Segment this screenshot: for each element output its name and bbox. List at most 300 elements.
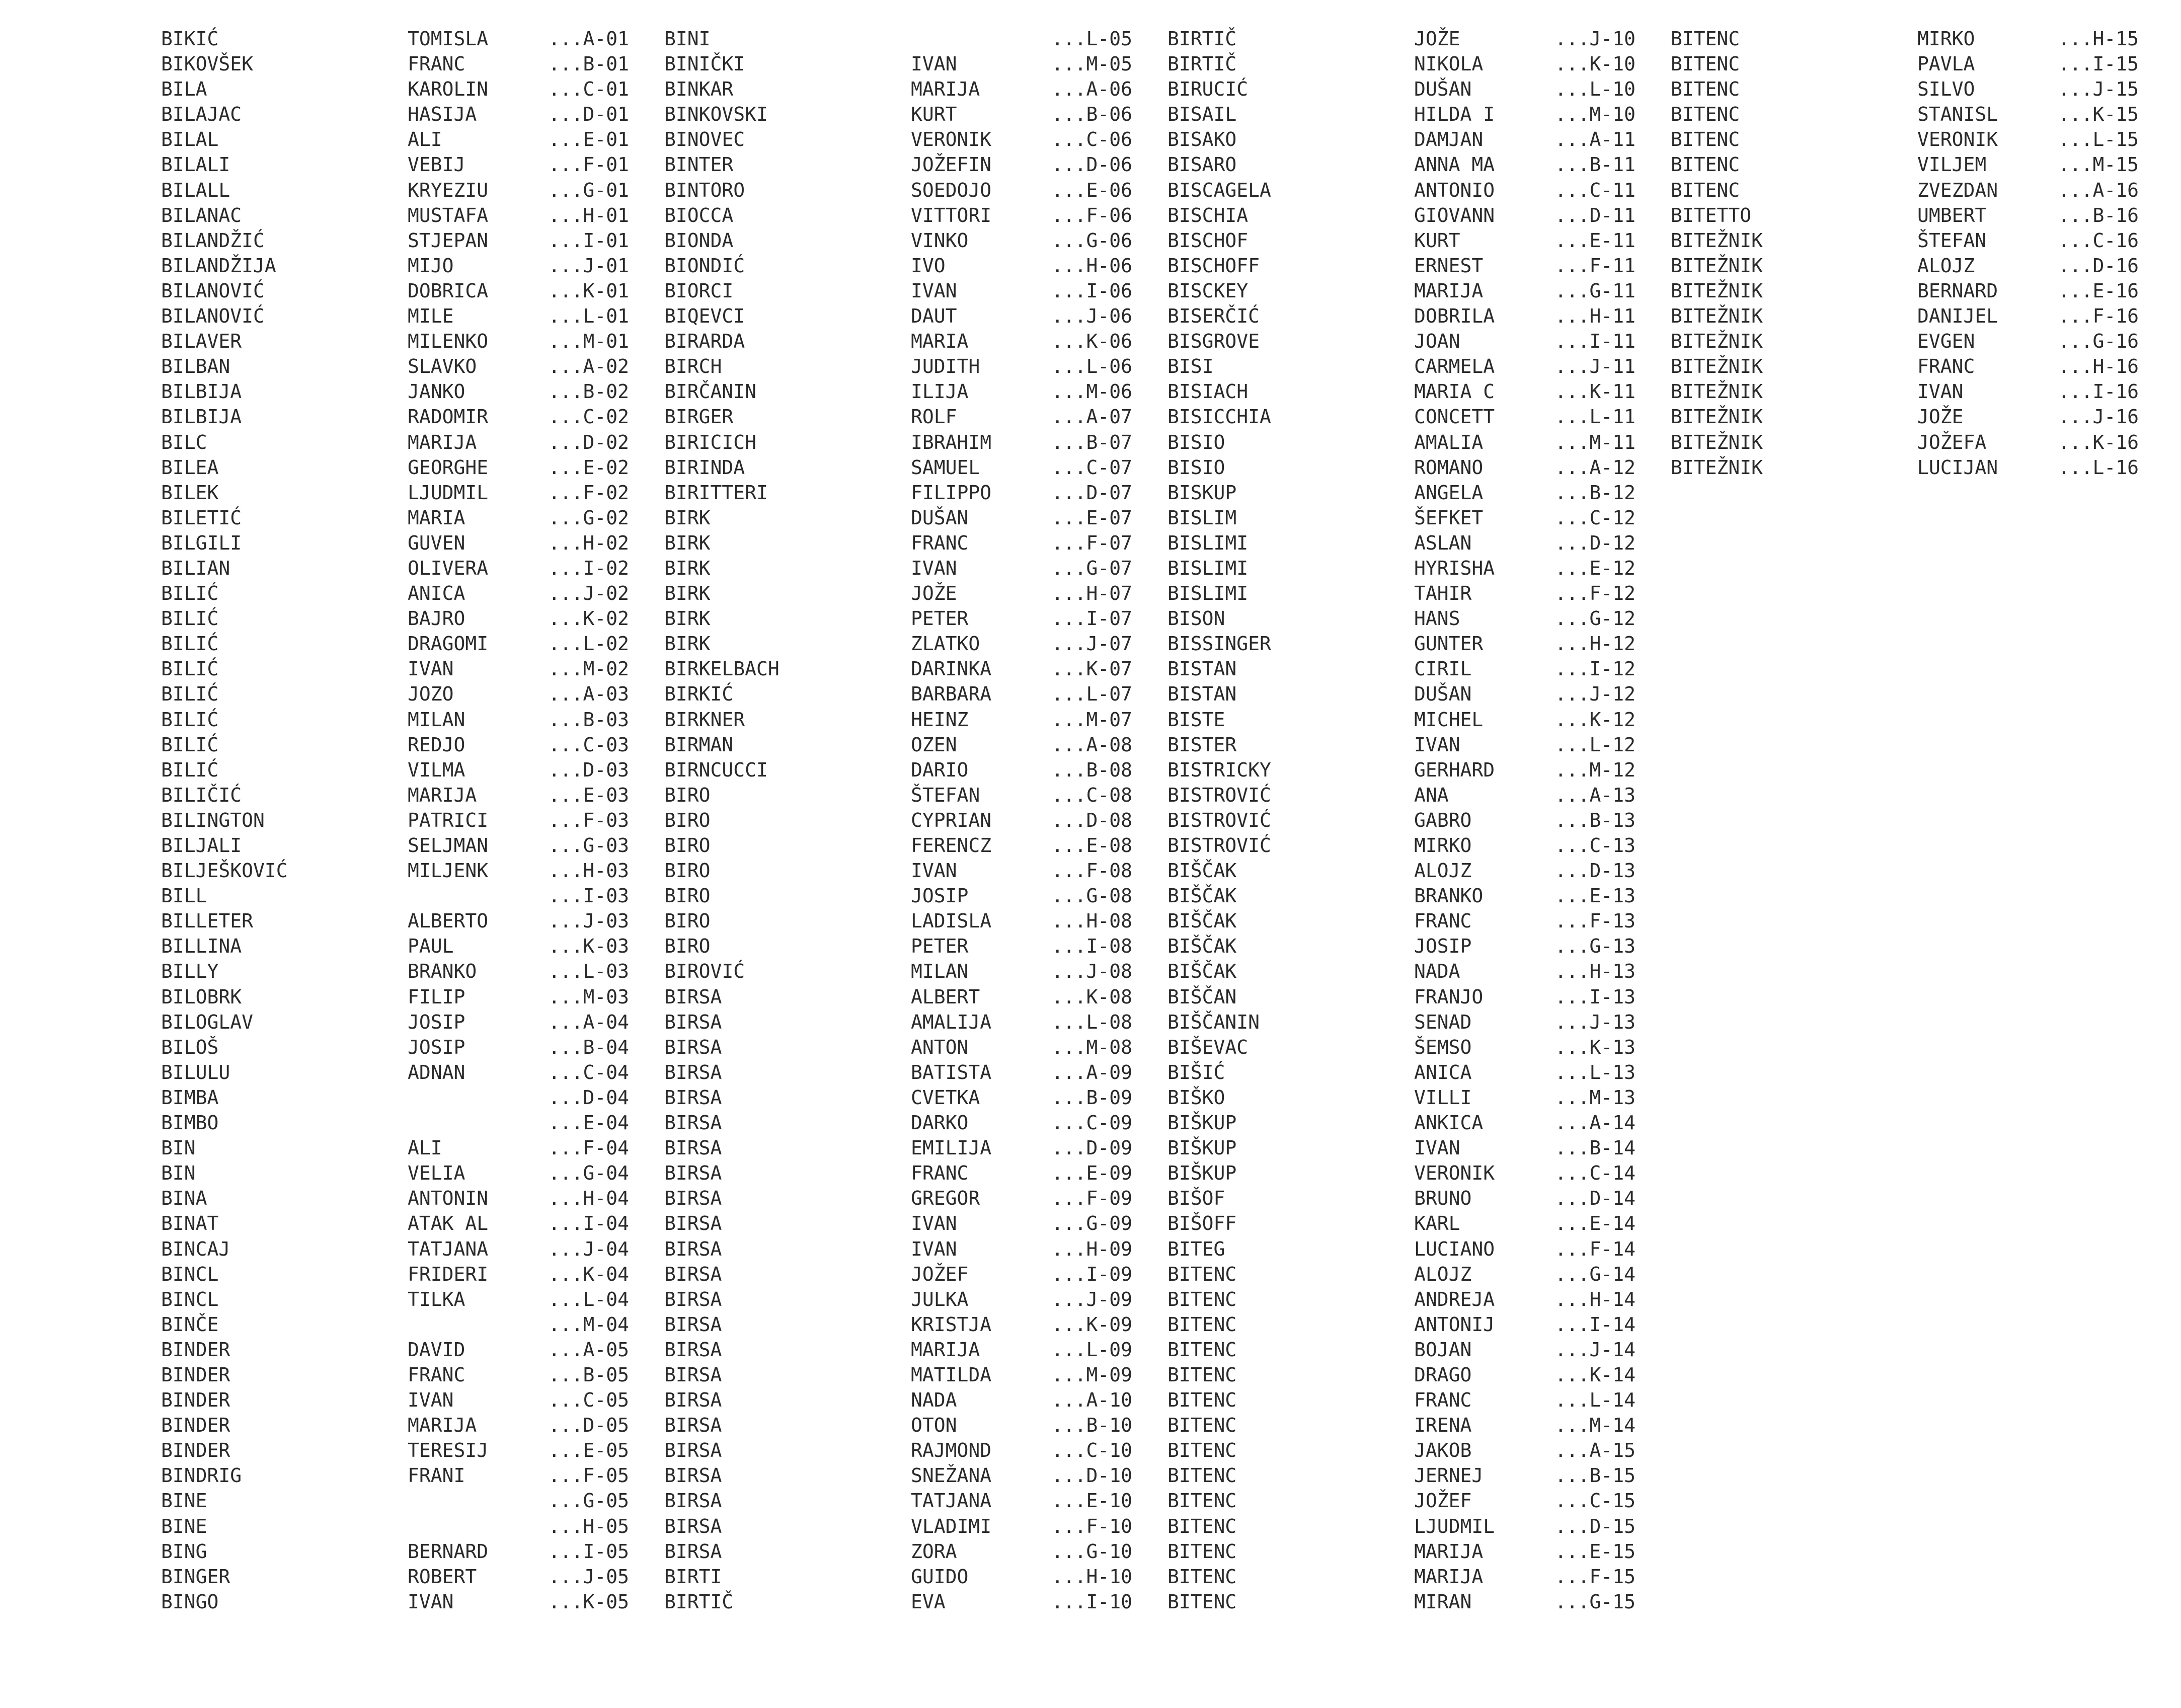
entry-code: ...A-02 — [548, 355, 629, 378]
entry-surname: BITETTO — [1671, 204, 1752, 226]
entry-given-name: DUŠAN — [1414, 78, 1472, 101]
entry-surname: BILIČIĆ — [161, 784, 242, 806]
entry-surname: BIRSA — [664, 1086, 722, 1109]
entry-given-name: PETER — [911, 935, 969, 958]
entry-given-name: LUCIANO — [1414, 1237, 1495, 1260]
entry-code: ...A-14 — [1554, 1112, 1635, 1134]
entry-given-name: MARIJA — [1414, 1565, 1484, 1588]
entry-code: ...M-12 — [1554, 758, 1635, 781]
entry-code: ...H-14 — [1554, 1288, 1635, 1310]
entry-code: ...B-03 — [548, 708, 629, 731]
entry-code: ...L-11 — [1554, 406, 1635, 428]
entry-given-name: LUCIJAN — [1917, 456, 1998, 479]
entry-surname: BILIĆ — [161, 758, 219, 781]
entry-surname: BIRMAN — [664, 733, 734, 756]
entry-code: ...B-02 — [548, 380, 629, 403]
entry-code: ...I-03 — [548, 885, 629, 907]
entry-surname: BISLIMI — [1167, 531, 1249, 554]
entry-code: ...A-05 — [548, 1338, 629, 1361]
entry-code: ...H-07 — [1051, 582, 1132, 605]
entry-surname: BITEŽNIK — [1671, 254, 1763, 277]
entry-code: ...K-08 — [1051, 985, 1132, 1008]
entry-surname: BILC — [161, 431, 207, 453]
entry-code: ...M-07 — [1051, 708, 1132, 731]
entry-given-name: VEBIJ — [408, 153, 465, 176]
entry-surname: BINCL — [161, 1263, 219, 1285]
entry-given-name: IVAN — [408, 1389, 454, 1412]
entry-given-name: MUSTAFA — [408, 204, 489, 226]
entry-surname: BILALI — [161, 153, 230, 176]
entry-surname: BINTER — [664, 153, 734, 176]
entry-code: ...D-05 — [548, 1414, 629, 1437]
entry-code: ...D-03 — [548, 758, 629, 781]
entry-given-name: BRUNO — [1414, 1187, 1472, 1210]
entry-code: ...D-09 — [1051, 1137, 1132, 1159]
entry-surname: BILULU — [161, 1061, 230, 1083]
entry-given-name: KARL — [1414, 1212, 1460, 1235]
entry-given-name: CONCETT — [1414, 406, 1495, 428]
entry-surname: BILINGTON — [161, 809, 265, 831]
entry-given-name: JOŽEF — [911, 1263, 969, 1285]
entry-surname: BILOŠ — [161, 1036, 219, 1058]
entry-given-name: MATILDA — [911, 1363, 992, 1386]
entry-code: ...B-11 — [1554, 153, 1635, 176]
entry-given-name: ŠEMSO — [1414, 1036, 1472, 1058]
entry-given-name: FRANC — [1414, 910, 1472, 933]
entry-given-name: BERNARD — [408, 1540, 489, 1563]
entry-code: ...I-04 — [548, 1212, 629, 1235]
entry-surname: BIRSA — [664, 1338, 722, 1361]
entry-surname: BIRSA — [664, 1036, 722, 1058]
entry-given-name: DAMJAN — [1414, 128, 1484, 151]
entry-code: ...I-14 — [1554, 1313, 1635, 1336]
entry-surname: BIRO — [664, 784, 711, 806]
entry-given-name: CIRIL — [1414, 658, 1472, 680]
entry-code: ...F-05 — [548, 1464, 629, 1487]
entry-code: ...A-08 — [1051, 733, 1132, 756]
entry-surname: BIRSA — [664, 1061, 722, 1083]
entry-code: ...B-14 — [1554, 1137, 1635, 1159]
entry-surname: BIŠKUP — [1167, 1112, 1237, 1134]
entry-given-name: MIJO — [408, 254, 454, 277]
entry-code: ...H-16 — [2058, 355, 2139, 378]
entry-given-name: OZEN — [911, 733, 957, 756]
entry-surname: BIŠČANIN — [1167, 1011, 1260, 1033]
entry-surname: BIOCCA — [664, 204, 734, 226]
entry-given-name: IVAN — [911, 53, 957, 75]
entry-surname: BINI — [664, 28, 711, 50]
entry-code: ...A-13 — [1554, 784, 1635, 806]
entry-given-name: VILMA — [408, 758, 465, 781]
entry-given-name: MARIA C — [1414, 380, 1495, 403]
entry-code: ...K-03 — [548, 935, 629, 958]
entry-given-name: LADISLA — [911, 910, 992, 933]
entry-given-name: TILKA — [408, 1288, 465, 1310]
entry-given-name: MARIJA — [1414, 279, 1484, 302]
entry-code: ...H-02 — [548, 531, 629, 554]
entry-surname: BIRK — [664, 582, 711, 605]
entry-surname: BISTROVIĆ — [1167, 809, 1271, 831]
entry-code: ...I-06 — [1051, 279, 1132, 302]
entry-given-name: ALOJZ — [1917, 254, 1975, 277]
entry-given-name: FERENCZ — [911, 834, 992, 857]
entry-code: ...A-01 — [548, 28, 629, 50]
entry-given-name: MILENKO — [408, 330, 489, 353]
entry-code: ...L-01 — [548, 305, 629, 328]
entry-surname: BITENC — [1167, 1389, 1237, 1412]
entry-given-name: ALOJZ — [1414, 860, 1472, 882]
entry-surname: BINKAR — [664, 78, 734, 101]
entry-code: ...F-16 — [2058, 305, 2139, 328]
entry-code: ...M-02 — [548, 658, 629, 680]
entry-surname: BISCHOFF — [1167, 254, 1260, 277]
entry-given-name: DARKO — [911, 1112, 969, 1134]
entry-surname: BIRČANIN — [664, 380, 757, 403]
entry-code: ...G-01 — [548, 179, 629, 201]
entry-given-name: GABRO — [1414, 809, 1472, 831]
entry-surname: BISTAN — [1167, 658, 1237, 680]
entry-code: ...B-05 — [548, 1363, 629, 1386]
entry-code: ...L-02 — [548, 633, 629, 655]
entry-surname: BIRSA — [664, 1137, 722, 1159]
entry-code: ...D-11 — [1554, 204, 1635, 226]
entry-code: ...B-06 — [1051, 103, 1132, 126]
entry-given-name: STANISL — [1917, 103, 1998, 126]
entry-given-name: RADOMIR — [408, 406, 489, 428]
entry-code: ...J-14 — [1554, 1338, 1635, 1361]
entry-code: ...L-10 — [1554, 78, 1635, 101]
entry-given-name: ALI — [408, 1137, 442, 1159]
entry-code: ...L-09 — [1051, 1338, 1132, 1361]
entry-surname: BILIĆ — [161, 633, 219, 655]
entry-surname: BISTROVIĆ — [1167, 784, 1271, 806]
entry-surname: BILGILI — [161, 531, 242, 554]
entry-code: ...K-06 — [1051, 330, 1132, 353]
entry-code: ...B-12 — [1554, 481, 1635, 504]
entry-code: ...I-16 — [2058, 380, 2139, 403]
entry-surname: BIRITTERI — [664, 481, 768, 504]
entry-given-name: IVAN — [408, 658, 454, 680]
entry-surname: BISI — [1167, 355, 1214, 378]
entry-surname: BIRSA — [664, 1313, 722, 1336]
entry-code: ...B-13 — [1554, 809, 1635, 831]
entry-surname: BILLY — [161, 960, 219, 983]
entry-code: ...I-10 — [1051, 1590, 1132, 1613]
entry-given-name: MARIA — [408, 506, 465, 529]
entry-surname: BINCAJ — [161, 1237, 230, 1260]
entry-surname: BITENC — [1671, 78, 1740, 101]
entry-code: ...I-12 — [1554, 658, 1635, 680]
entry-given-name: JOZO — [408, 683, 454, 706]
entry-code: ...A-10 — [1051, 1389, 1132, 1412]
entry-given-name: FILIPPO — [911, 481, 992, 504]
entry-code: ...K-16 — [2058, 431, 2139, 453]
entry-surname: BILJALI — [161, 834, 242, 857]
entry-surname: BIŠČAK — [1167, 885, 1237, 907]
entry-surname: BISAIL — [1167, 103, 1237, 126]
entry-code: ...G-04 — [548, 1162, 629, 1185]
entry-given-name: TATJANA — [911, 1490, 992, 1512]
entry-surname: BIRNCUCCI — [664, 758, 768, 781]
entry-code: ...C-05 — [548, 1389, 629, 1412]
entry-surname: BIMBA — [161, 1086, 219, 1109]
entry-code: ...D-07 — [1051, 481, 1132, 504]
entry-code: ...F-12 — [1554, 582, 1635, 605]
entry-given-name: ROMANO — [1414, 456, 1484, 479]
entry-given-name: SAMUEL — [911, 456, 980, 479]
entry-code: ...K-14 — [1554, 1363, 1635, 1386]
entry-code: ...L-13 — [1554, 1061, 1635, 1083]
entry-surname: BITENC — [1167, 1338, 1237, 1361]
entry-code: ...I-05 — [548, 1540, 629, 1563]
entry-surname: BING — [161, 1540, 207, 1563]
entry-code: ...B-07 — [1051, 431, 1132, 453]
entry-code: ...E-08 — [1051, 834, 1132, 857]
entry-given-name: EVA — [911, 1590, 946, 1613]
entry-code: ...F-02 — [548, 481, 629, 504]
entry-surname: BIRKNER — [664, 708, 745, 731]
entry-code: ...H-09 — [1051, 1237, 1132, 1260]
entry-surname: BIRO — [664, 885, 711, 907]
entry-given-name: DUŠAN — [1414, 683, 1472, 706]
entry-code: ...F-15 — [1554, 1565, 1635, 1588]
entry-code: ...K-01 — [548, 279, 629, 302]
entry-code: ...C-16 — [2058, 229, 2139, 252]
entry-surname: BITEŽNIK — [1671, 380, 1763, 403]
entry-surname: BITENC — [1167, 1464, 1237, 1487]
entry-given-name: DUŠAN — [911, 506, 969, 529]
entry-surname: BIRO — [664, 834, 711, 857]
entry-given-name: IVAN — [911, 1212, 957, 1235]
entry-given-name: ROLF — [911, 406, 957, 428]
entry-given-name: MARIJA — [408, 1414, 477, 1437]
entry-code: ...L-15 — [2058, 128, 2139, 151]
entry-given-name: ANTONIO — [1414, 179, 1495, 201]
entry-given-name: ZVEZDAN — [1917, 179, 1998, 201]
entry-surname: BITENC — [1167, 1414, 1237, 1437]
entry-given-name: ASLAN — [1414, 531, 1472, 554]
entry-surname: BIŠOFF — [1167, 1212, 1237, 1235]
entry-given-name: ANGELA — [1414, 481, 1484, 504]
entry-given-name: IVAN — [911, 557, 957, 579]
entry-code: ...C-12 — [1554, 506, 1635, 529]
entry-surname: BILANOVIĆ — [161, 279, 265, 302]
entry-surname: BISSINGER — [1167, 633, 1271, 655]
entry-given-name: PAVLA — [1917, 53, 1975, 75]
entry-code: ...F-08 — [1051, 860, 1132, 882]
entry-surname: BILA — [161, 78, 207, 101]
entry-given-name: BERNARD — [1917, 279, 1998, 302]
entry-given-name: IRENA — [1414, 1414, 1472, 1437]
entry-surname: BILIĆ — [161, 733, 219, 756]
entry-given-name: JOŽEFIN — [911, 153, 992, 176]
entry-surname: BINČE — [161, 1313, 219, 1336]
entry-code: ...E-14 — [1554, 1212, 1635, 1235]
entry-given-name: FRANC — [408, 53, 465, 75]
entry-given-name: FILIP — [408, 985, 465, 1008]
entry-code: ...J-10 — [1554, 28, 1635, 50]
entry-code: ...C-06 — [1051, 128, 1132, 151]
entry-given-name: GIOVANN — [1414, 204, 1495, 226]
entry-surname: BISARO — [1167, 153, 1237, 176]
entry-given-name: KURT — [1414, 229, 1460, 252]
entry-given-name: AMALIA — [1414, 431, 1484, 453]
entry-given-name: ŠTEFAN — [911, 784, 980, 806]
entry-given-name: ANICA — [408, 582, 465, 605]
entry-given-name: DRAGO — [1414, 1363, 1472, 1386]
entry-code: ...K-11 — [1554, 380, 1635, 403]
entry-code: ...J-12 — [1554, 683, 1635, 706]
entry-given-name: DRAGOMI — [408, 633, 489, 655]
entry-surname: BIRUCIĆ — [1167, 78, 1249, 101]
entry-surname: BILALL — [161, 179, 230, 201]
entry-code: ...G-16 — [2058, 330, 2139, 353]
entry-given-name: VERONIK — [911, 128, 992, 151]
entry-given-name: BATISTA — [911, 1061, 992, 1083]
entry-given-name: FRANC — [1917, 355, 1975, 378]
entry-given-name: BARBARA — [911, 683, 992, 706]
entry-surname: BIRK — [664, 557, 711, 579]
entry-surname: BILBAN — [161, 355, 230, 378]
entry-given-name: ANDREJA — [1414, 1288, 1495, 1310]
entry-surname: BIŠČAN — [1167, 985, 1237, 1008]
entry-code: ...A-03 — [548, 683, 629, 706]
entry-surname: BIRSA — [664, 1237, 722, 1260]
entry-code: ...F-04 — [548, 1137, 629, 1159]
entry-code: ...C-03 — [548, 733, 629, 756]
entry-given-name: ROBERT — [408, 1565, 477, 1588]
entry-code: ...D-16 — [2058, 254, 2139, 277]
entry-surname: BITENC — [1167, 1490, 1237, 1512]
entry-given-name: TAHIR — [1414, 582, 1472, 605]
entry-surname: BINKOVSKI — [664, 103, 768, 126]
entry-code: ...M-05 — [1051, 53, 1132, 75]
entry-code: ...J-11 — [1554, 355, 1635, 378]
entry-code: ...D-13 — [1554, 860, 1635, 882]
entry-given-name: HEINZ — [911, 708, 969, 731]
entry-given-name: ALBERTO — [408, 910, 489, 933]
entry-given-name: JOSIP — [1414, 935, 1472, 958]
entry-surname: BIRSA — [664, 1414, 722, 1437]
entry-given-name: KURT — [911, 103, 957, 126]
entry-code: ...A-16 — [2058, 179, 2139, 201]
entry-given-name: PETER — [911, 607, 969, 630]
entry-surname: BILIĆ — [161, 708, 219, 731]
entry-surname: BITENC — [1167, 1363, 1237, 1386]
entry-given-name: MIRKO — [1414, 834, 1472, 857]
entry-given-name: IVAN — [911, 860, 957, 882]
entry-given-name: MIRKO — [1917, 28, 1975, 50]
entry-given-name: VLADIMI — [911, 1515, 992, 1537]
entry-surname: BIRK — [664, 633, 711, 655]
entry-code: ...F-10 — [1051, 1515, 1132, 1537]
entry-given-name: HASIJA — [408, 103, 477, 126]
entry-given-name: IVAN — [1917, 380, 1964, 403]
entry-code: ...B-08 — [1051, 758, 1132, 781]
entry-surname: BITENC — [1167, 1540, 1237, 1563]
entry-code: ...G-02 — [548, 506, 629, 529]
entry-given-name: VELIA — [408, 1162, 465, 1185]
entry-given-name: JOAN — [1414, 330, 1460, 353]
entry-surname: BIRSA — [664, 1540, 722, 1563]
entry-given-name: MILAN — [408, 708, 465, 731]
entry-surname: BILIĆ — [161, 658, 219, 680]
entry-code: ...G-12 — [1554, 607, 1635, 630]
entry-code: ...K-07 — [1051, 658, 1132, 680]
entry-surname: BIRO — [664, 935, 711, 958]
entry-given-name: ALI — [408, 128, 442, 151]
entry-code: ...J-05 — [548, 1565, 629, 1588]
entry-code: ...F-13 — [1554, 910, 1635, 933]
entry-surname: BIRSA — [664, 1490, 722, 1512]
entry-code: ...M-11 — [1554, 431, 1635, 453]
entry-surname: BIKOVŠEK — [161, 53, 254, 75]
entry-surname: BISTE — [1167, 708, 1225, 731]
entry-code: ...H-08 — [1051, 910, 1132, 933]
entry-code: ...E-16 — [2058, 279, 2139, 302]
entry-surname: BILANAC — [161, 204, 242, 226]
entry-given-name: ALOJZ — [1414, 1263, 1472, 1285]
entry-code: ...L-12 — [1554, 733, 1635, 756]
entry-surname: BIONDA — [664, 229, 734, 252]
entry-code: ...B-15 — [1554, 1464, 1635, 1487]
entry-code: ...L-03 — [548, 960, 629, 983]
entry-code: ...A-15 — [1554, 1439, 1635, 1462]
entry-code: ...A-06 — [1051, 78, 1132, 101]
entry-surname: BIRKELBACH — [664, 658, 780, 680]
entry-surname: BIRTIČ — [664, 1590, 734, 1613]
entry-surname: BILJEŠKOVIĆ — [161, 860, 288, 882]
entry-surname: BIRSA — [664, 1288, 722, 1310]
entry-code: ...J-13 — [1554, 1011, 1635, 1033]
entry-given-name: BAJRO — [408, 607, 465, 630]
entry-given-name: GREGOR — [911, 1187, 980, 1210]
entry-surname: BIRSA — [664, 1464, 722, 1487]
entry-given-name: PAUL — [408, 935, 454, 958]
entry-given-name: JOSIP — [911, 885, 969, 907]
entry-surname: BIŠČAK — [1167, 860, 1237, 882]
entry-given-name: ZLATKO — [911, 633, 980, 655]
entry-given-name: SENAD — [1414, 1011, 1472, 1033]
entry-given-name: EVGEN — [1917, 330, 1975, 353]
entry-given-name: KAROLIN — [408, 78, 489, 101]
entry-code: ...L-05 — [1051, 28, 1132, 50]
entry-given-name: IVAN — [911, 279, 957, 302]
entry-surname: BIRARDA — [664, 330, 745, 353]
entry-code: ...M-08 — [1051, 1036, 1132, 1058]
entry-surname: BILEA — [161, 456, 219, 479]
entry-code: ...B-04 — [548, 1036, 629, 1058]
entry-surname: BIŠČAK — [1167, 935, 1237, 958]
entry-code: ...H-06 — [1051, 254, 1132, 277]
entry-code: ...J-15 — [2058, 78, 2139, 101]
entry-code: ...H-12 — [1554, 633, 1635, 655]
entry-surname: BILOGLAV — [161, 1011, 254, 1033]
entry-code: ...G-10 — [1051, 1540, 1132, 1563]
entry-surname: BISCHIA — [1167, 204, 1249, 226]
entry-given-name: MARIJA — [911, 1338, 980, 1361]
entry-surname: BINE — [161, 1515, 207, 1537]
entry-surname: BITEŽNIK — [1671, 229, 1763, 252]
entry-surname: BIRSA — [664, 985, 722, 1008]
entry-code: ...C-04 — [548, 1061, 629, 1083]
entry-code: ...J-02 — [548, 582, 629, 605]
entry-given-name: PATRICI — [408, 809, 489, 831]
entry-surname: BILIĆ — [161, 582, 219, 605]
entry-code: ...E-11 — [1554, 229, 1635, 252]
entry-surname: BIRKIĆ — [664, 683, 734, 706]
entry-surname: BIRTIČ — [1167, 53, 1237, 75]
